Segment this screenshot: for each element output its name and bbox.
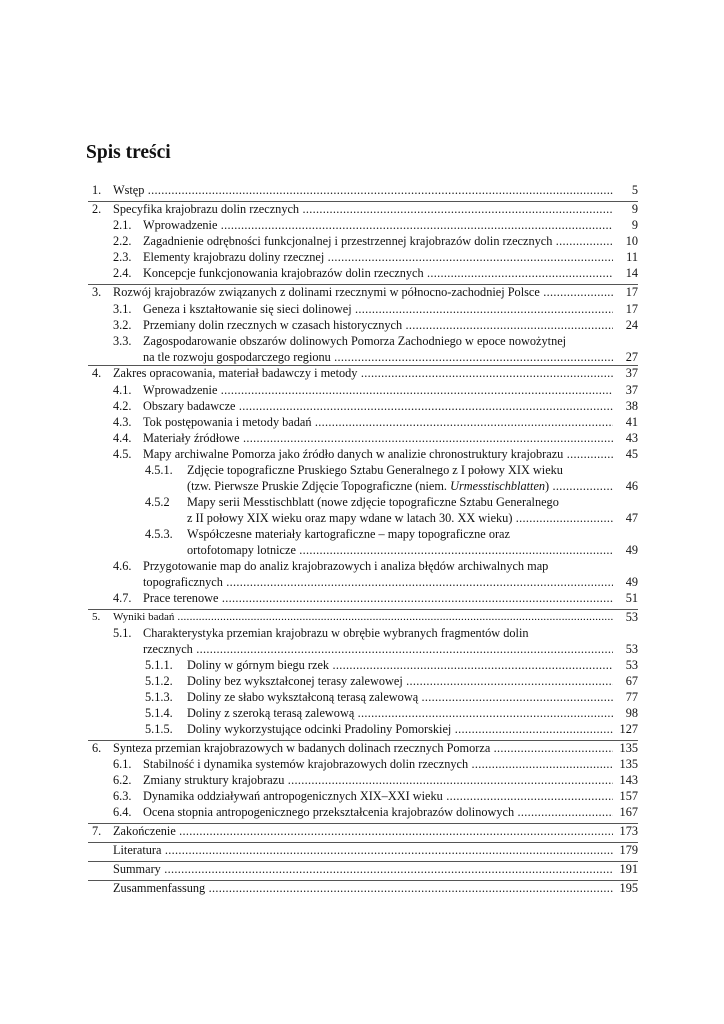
toc-entry-4-5[interactable] xyxy=(0,447,724,463)
toc-page: 135 xyxy=(619,741,638,755)
toc-num: 6.2. xyxy=(113,773,132,787)
toc-num: 4.3. xyxy=(113,415,132,429)
toc-title: Zakres opracowania, materiał badawczy i metody ..... xyxy=(113,366,613,382)
toc-title: Wprowadzenie ..... xyxy=(143,218,613,234)
toc-num: 6.4. xyxy=(113,805,132,819)
toc-title: Charakterystyka przemian krajobrazu w obrębie wybranych fragmentów dolin xyxy=(143,626,529,640)
toc-page: 53 xyxy=(625,642,638,656)
toc-title-cont: ortofotomapy lotnicze ..... xyxy=(187,543,613,559)
toc-entry-5-1-2[interactable] xyxy=(0,674,724,690)
toc-num: 4.1. xyxy=(113,383,132,397)
toc-entry-2-1[interactable] xyxy=(0,218,724,234)
toc-num: 2.2. xyxy=(113,234,132,248)
toc-title: Mapy archiwalne Pomorza jako źródło danych w analizie chronostruktury krajobrazu ..... xyxy=(143,447,613,463)
toc-title: Rozwój krajobrazów związanych z dolinami rzecznymi w północno-zachodniej Polsce ..... xyxy=(113,285,613,301)
toc-entry-4-2[interactable] xyxy=(0,399,724,415)
toc-entry-6-1[interactable] xyxy=(0,757,724,773)
toc-title: Doliny wykorzystujące odcinki Pradoliny Pomorskiej ..... xyxy=(187,722,613,738)
toc-title: Doliny z szeroką terasą zalewową ..... xyxy=(187,706,613,722)
toc-title: Doliny bez wykształconej terasy zalewowej ..... xyxy=(187,674,613,690)
toc-page: 135 xyxy=(619,757,638,771)
toc-title: Elementy krajobrazu doliny rzecznej ..... xyxy=(143,250,613,266)
toc-page: 9 xyxy=(631,218,638,232)
toc-entry-4-5-2[interactable] xyxy=(0,495,724,527)
toc-page: 51 xyxy=(625,591,638,605)
toc-entry-4-3[interactable] xyxy=(0,415,724,431)
toc-entry-summary[interactable] xyxy=(0,862,724,878)
toc-num: 4.7. xyxy=(113,591,132,605)
toc-num: 7. xyxy=(92,824,102,838)
toc-page: 53 xyxy=(625,610,638,624)
toc-page: 9 xyxy=(631,202,638,216)
toc-title-cont: z II połowy XIX wieku oraz mapy wdane w latach 30. XX wieku) ..... xyxy=(187,511,613,527)
toc-num: 1. xyxy=(92,183,102,197)
toc-num: 2.4. xyxy=(113,266,132,280)
toc-num: 4.5. xyxy=(113,447,132,461)
toc-entry-2[interactable] xyxy=(0,202,724,218)
toc-num: 2. xyxy=(92,202,102,216)
toc-title: Specyfika krajobrazu dolin rzecznych ..... xyxy=(113,202,613,218)
toc-num: 4. xyxy=(92,366,102,380)
toc-num: 4.5.3. xyxy=(145,527,173,541)
toc-page: 24 xyxy=(625,318,638,332)
toc-entry-6[interactable] xyxy=(0,741,724,757)
toc-title-cont: na tle rozwoju gospodarczego regionu ..... xyxy=(143,350,613,366)
toc-page: 45 xyxy=(625,447,638,461)
toc-title: Zagospodarowanie obszarów dolinowych Pomorza Zachodniego w epoce nowożytnej xyxy=(143,334,567,348)
toc-entry-5-1-1[interactable] xyxy=(0,658,724,674)
toc-num: 4.6. xyxy=(113,559,132,573)
toc-page: 157 xyxy=(619,789,638,803)
toc-num: 5.1.5. xyxy=(145,722,173,736)
toc-entry-literatura[interactable] xyxy=(0,843,724,859)
toc-entry-5-1-5[interactable] xyxy=(0,722,724,738)
toc-num: 3. xyxy=(92,285,102,299)
toc-entry-5-1-4[interactable] xyxy=(0,706,724,722)
toc-page: 37 xyxy=(625,366,638,380)
toc-entry-4-5-3[interactable] xyxy=(0,527,724,559)
toc-page: 173 xyxy=(619,824,638,838)
toc-page: 43 xyxy=(625,431,638,445)
toc-page: 49 xyxy=(625,575,638,589)
toc-page: 17 xyxy=(625,302,638,316)
toc-entry-4-5-1[interactable] xyxy=(0,463,724,495)
toc-entry-zusammenfassung[interactable] xyxy=(0,881,724,897)
toc-title-cont: rzecznych ..... xyxy=(143,642,613,658)
toc-num: 2.3. xyxy=(113,250,132,264)
toc-page: 37 xyxy=(625,383,638,397)
toc-title: Zakończenie ..... xyxy=(113,824,613,840)
toc-title: Synteza przemian krajobrazowych w badanych dolinach rzecznych Pomorza ..... xyxy=(113,741,613,757)
toc-entry-4[interactable] xyxy=(0,366,724,382)
toc-entry-4-6[interactable] xyxy=(0,559,724,591)
toc-title: Ocena stopnia antropogenicznego przekształcenia krajobrazów dolinowych ..... xyxy=(143,805,613,821)
toc-page: 14 xyxy=(625,266,638,280)
toc-title: Stabilność i dynamika systemów krajobrazowych dolin rzecznych ..... xyxy=(143,757,613,773)
toc-entry-5[interactable] xyxy=(0,610,724,626)
toc-entry-5-1[interactable] xyxy=(0,626,724,658)
toc-num: 5.1.1. xyxy=(145,658,173,672)
toc-num: 4.2. xyxy=(113,399,132,413)
toc-title: Mapy serii Messtischblatt (nowe zdjęcie topograficzne Sztabu Generalnego xyxy=(187,495,559,509)
toc-page: 27 xyxy=(625,350,638,364)
toc-title: Współczesne materiały kartograficzne – mapy topograficzne oraz xyxy=(187,527,510,541)
toc-entry-4-4[interactable] xyxy=(0,431,724,447)
toc-title: Obszary badawcze ..... xyxy=(143,399,613,415)
toc-entry-4-7[interactable] xyxy=(0,591,724,607)
toc-page: 98 xyxy=(625,706,638,720)
toc-num: 6.3. xyxy=(113,789,132,803)
toc-num: 4.4. xyxy=(113,431,132,445)
toc-title: Literatura ..... xyxy=(113,843,613,859)
toc-title-cont: (tzw. Pierwsze Pruskie Zdjęcie Topograficzne (niem. Urmesstischblatten) ..... xyxy=(187,479,613,495)
toc-page: 179 xyxy=(619,843,638,857)
toc-page: 10 xyxy=(625,234,638,248)
toc-title: Doliny w górnym biegu rzek ..... xyxy=(187,658,613,674)
toc-num: 2.1. xyxy=(113,218,132,232)
toc-page: 11 xyxy=(626,250,638,264)
toc-num: 5.1.4. xyxy=(145,706,173,720)
toc-page: 5 xyxy=(631,183,638,197)
toc-num: 6. xyxy=(92,741,102,755)
toc-title: Zusammenfassung ..... xyxy=(113,881,613,897)
toc-title: Geneza i kształtowanie się sieci dolinowej ..... xyxy=(143,302,613,318)
toc-title: Wstęp ..... xyxy=(113,183,613,199)
toc-num: 5. xyxy=(92,611,101,623)
toc-page: 46 xyxy=(625,479,638,493)
toc-title: Dynamika oddziaływań antropogenicznych XIX–XXI wieku ..... xyxy=(143,789,613,805)
toc-entry-2-4[interactable] xyxy=(0,266,724,282)
toc-page: 53 xyxy=(625,658,638,672)
toc-entry-3-2[interactable] xyxy=(0,318,724,334)
toc-title: Prace terenowe ..... xyxy=(143,591,613,607)
toc-entry-5-1-3[interactable] xyxy=(0,690,724,706)
toc-entry-2-2[interactable] xyxy=(0,234,724,250)
toc-page: 167 xyxy=(619,805,638,819)
toc-page: 38 xyxy=(625,399,638,413)
toc-num: 3.2. xyxy=(113,318,132,332)
toc-title: Zagadnienie odrębności funkcjonalnej i przestrzennej krajobrazów dolin rzecznych ..... xyxy=(143,234,613,250)
toc-page: 67 xyxy=(625,674,638,688)
toc-num: 4.5.2 xyxy=(145,495,170,509)
toc-title: Zdjęcie topograficzne Pruskiego Sztabu Generalnego z I połowy XIX wieku xyxy=(187,463,563,477)
toc-num: 5.1.2. xyxy=(145,674,173,688)
toc-page: 127 xyxy=(619,722,638,736)
toc-page: 47 xyxy=(625,511,638,525)
toc-entry-6-4[interactable] xyxy=(0,805,724,821)
toc-title: Koncepcje funkcjonowania krajobrazów dolin rzecznych ..... xyxy=(143,266,613,282)
toc-page: 191 xyxy=(619,862,638,876)
toc-page: 77 xyxy=(625,690,638,704)
toc-title: Zmiany struktury krajobrazu ..... xyxy=(143,773,613,789)
toc-title: Przygotowanie map do analiz krajobrazowych i analiza błędów archiwalnych map xyxy=(143,559,549,573)
toc-num: 5.1.3. xyxy=(145,690,173,704)
toc-title-cont: topograficznych ..... xyxy=(143,575,613,591)
toc-title: Summary ..... xyxy=(113,862,613,878)
toc-num: 3.1. xyxy=(113,302,132,316)
toc-num: 5.1. xyxy=(113,626,132,640)
toc-entry-6-2[interactable] xyxy=(0,773,724,789)
page-title: Spis treści xyxy=(86,142,171,163)
toc-title: Tok postępowania i metody badań ..... xyxy=(143,415,613,431)
toc-title: Przemiany dolin rzecznych w czasach historycznych ..... xyxy=(143,318,613,334)
toc-entry-4-1[interactable] xyxy=(0,383,724,399)
toc-entry-2-3[interactable] xyxy=(0,250,724,266)
toc-page: 41 xyxy=(625,415,638,429)
toc-page: 17 xyxy=(625,285,638,299)
toc-title: Doliny ze słabo wykształconą terasą zalewową ..... xyxy=(187,690,613,706)
toc-title: Materiały źródłowe ..... xyxy=(143,431,613,447)
toc-entry-7[interactable] xyxy=(0,824,724,840)
toc-title: Wyniki badań ..... xyxy=(113,610,613,626)
toc-entry-3-1[interactable] xyxy=(0,302,724,318)
toc-page: 49 xyxy=(625,543,638,557)
toc-page: 195 xyxy=(619,881,638,895)
toc-page: 143 xyxy=(619,773,638,787)
toc-num: 3.3. xyxy=(113,334,132,348)
toc-entry-6-3[interactable] xyxy=(0,789,724,805)
toc-entry-3-3[interactable] xyxy=(0,334,724,366)
toc-entry-3[interactable] xyxy=(0,285,724,301)
toc-num: 6.1. xyxy=(113,757,132,771)
toc-num: 4.5.1. xyxy=(145,463,173,477)
toc-entry-1[interactable] xyxy=(0,183,724,199)
toc-title: Wprowadzenie ..... xyxy=(143,383,613,399)
